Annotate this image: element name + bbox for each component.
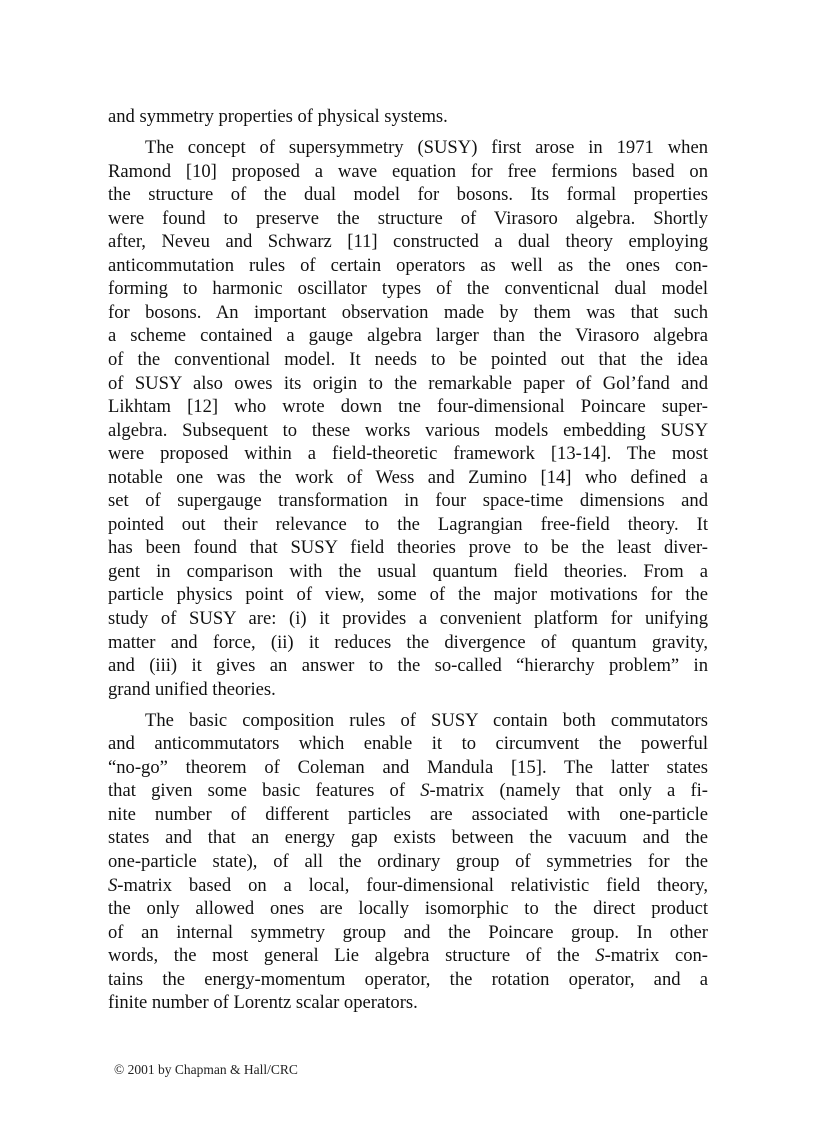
text-segment: tains the energy-momentum operator, the rotation operator, and a	[108, 968, 708, 990]
text-line	[108, 709, 708, 733]
text-line	[108, 466, 708, 490]
text-segment: pointed out their relevance to the Lagrangian free-field theory. It	[108, 513, 708, 535]
text-line	[108, 136, 708, 160]
text-line	[108, 324, 708, 348]
text-segment: that given some basic features of	[108, 780, 421, 802]
text-segment: forming to harmonic oscillator types of the conventicnal dual model	[108, 278, 708, 300]
text-line	[108, 921, 708, 945]
text-segment: set of supergauge transformation in four space-time dimensions and	[108, 490, 708, 512]
text-segment: particle physics point of view, some of the major motivations for the	[108, 584, 708, 606]
text-segment: and (iii) it gives an answer to the so-called “hierarchy problem” in	[108, 655, 708, 677]
text-line	[108, 442, 708, 466]
text-segment: -matrix based on a local, four-dimensional relativistic field theory,	[117, 874, 708, 896]
text-segment: nite number of different particles are associated with one-particle	[108, 803, 708, 825]
text-line	[108, 160, 708, 184]
text-line	[108, 489, 708, 513]
math-symbol: S	[595, 945, 605, 967]
text-segment: the structure of the dual model for bosons. Its formal properties	[108, 184, 708, 206]
text-segment: after, Neveu and Schwarz [11] constructed a dual theory employing	[108, 231, 708, 253]
text-line	[108, 607, 708, 631]
text-segment: of an internal symmetry group and the Poincare group. In other	[108, 921, 708, 943]
text-segment: states and that an energy gap exists between the vacuum and the	[108, 827, 708, 849]
text-line	[108, 513, 708, 537]
text-segment: The basic composition rules of SUSY contain both commutators	[145, 709, 708, 731]
text-segment: were proposed within a field-theoretic framework [13-14]. The most	[108, 443, 708, 465]
text-segment: -matrix con-	[604, 945, 708, 967]
text-line	[108, 678, 708, 702]
text-line	[108, 105, 708, 129]
paragraph	[108, 136, 708, 701]
text-segment: and symmetry properties of physical systems.	[108, 106, 448, 127]
text-segment: The concept of supersymmetry (SUSY) first arose in 1971 when	[145, 137, 708, 159]
text-segment: algebra. Subsequent to these works various models embedding SUSY	[108, 419, 708, 441]
text-line	[108, 631, 708, 655]
paragraph	[108, 709, 708, 1015]
text-line	[108, 207, 708, 231]
text-segment: anticommutation rules of certain operators as well as the ones con-	[108, 254, 708, 276]
text-line	[108, 826, 708, 850]
text-segment: of the conventional model. It needs to be pointed out that the idea	[108, 348, 708, 370]
text-line	[108, 301, 708, 325]
text-line	[108, 756, 708, 780]
text-segment: a scheme contained a gauge algebra larger than the Virasoro algebra	[108, 325, 708, 347]
text-line	[108, 183, 708, 207]
text-segment: for bosons. An important observation made by them was that such	[108, 301, 708, 323]
text-line	[108, 583, 708, 607]
text-line	[108, 560, 708, 584]
text-segment: Likhtam [12] who wrote down tne four-dimensional Poincare super-	[108, 396, 708, 418]
text-line	[108, 536, 708, 560]
text-segment: the only allowed ones are locally isomorphic to the direct product	[108, 898, 708, 920]
text-segment: gent in comparison with the usual quantum field theories. From a	[108, 560, 708, 582]
text-segment: study of SUSY are: (i) it provides a convenient platform for unifying	[108, 607, 708, 629]
text-line	[108, 654, 708, 678]
text-line	[108, 230, 708, 254]
text-segment: notable one was the work of Wess and Zumino [14] who defined a	[108, 466, 708, 488]
math-symbol: S	[420, 780, 430, 802]
paragraph	[108, 105, 708, 129]
text-segment: of SUSY also owes its origin to the remarkable paper of Gol’fand and	[108, 372, 708, 394]
text-line	[108, 968, 708, 992]
text-segment: and anticommutators which enable it to circumvent the powerful	[108, 733, 708, 755]
text-segment: words, the most general Lie algebra structure of the	[108, 945, 596, 967]
text-line	[108, 277, 708, 301]
copyright-footer: © 2001 by Chapman & Hall/CRC	[114, 1062, 298, 1077]
text-line	[108, 803, 708, 827]
text-segment: matter and force, (ii) it reduces the divergence of quantum gravity,	[108, 631, 708, 653]
text-segment: has been found that SUSY field theories prove to be the least diver-	[108, 537, 708, 559]
document-body	[108, 105, 708, 1022]
text-segment: were found to preserve the structure of Virasoro algebra. Shortly	[108, 207, 708, 229]
text-line	[108, 874, 708, 898]
text-line	[108, 897, 708, 921]
text-line	[108, 991, 708, 1015]
math-symbol: S	[108, 874, 118, 896]
text-line	[108, 850, 708, 874]
text-line	[108, 348, 708, 372]
text-segment: -matrix (namely that only a fi-	[429, 780, 708, 802]
text-segment: finite number of Lorentz scalar operators.	[108, 992, 418, 1014]
text-line	[108, 254, 708, 278]
text-segment: Ramond [10] proposed a wave equation for free fermions based on	[108, 160, 708, 182]
text-line	[108, 419, 708, 443]
text-line	[108, 779, 708, 803]
text-segment: one-particle state), of all the ordinary group of symmetries for the	[108, 850, 708, 872]
text-segment: “no-go” theorem of Coleman and Mandula [15]. The latter states	[108, 756, 708, 778]
text-line	[108, 372, 708, 396]
text-segment: grand unified theories.	[108, 678, 276, 700]
text-line	[108, 944, 708, 968]
text-line	[108, 732, 708, 756]
text-line	[108, 395, 708, 419]
